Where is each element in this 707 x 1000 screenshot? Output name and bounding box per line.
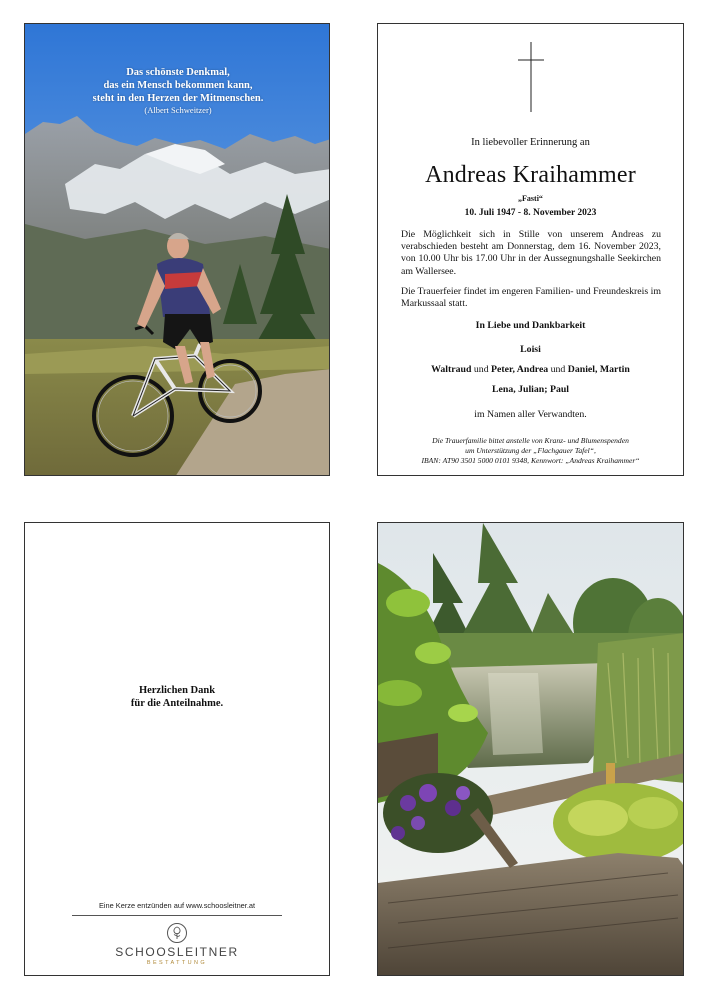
- intro-text: In liebevoller Erinnerung an: [471, 137, 590, 148]
- candle-link-text[interactable]: Eine Kerze entzünden auf www.schoosleitner.at: [98, 901, 256, 910]
- conjunction: und: [548, 364, 568, 375]
- relatives-line: im Namen aller Verwandten.: [474, 409, 587, 420]
- photo-panel-pond: [377, 522, 684, 976]
- life-dates: 10. Juli 1947 - 8. November 2023: [464, 208, 597, 218]
- family-name: Peter, Andrea: [491, 364, 549, 375]
- memorial-quote: [25, 66, 330, 116]
- rose-logo-icon: [166, 922, 188, 944]
- photo-panel-cyclist: [24, 23, 330, 476]
- quote-author: (Albert Schweitzer): [144, 105, 212, 115]
- thanks-line: Herzlichen Dank: [138, 685, 216, 696]
- family-line-grandchildren: Lena, Julian; Paul: [491, 384, 570, 395]
- deceased-name: Andreas Kraihammer: [425, 162, 636, 188]
- nickname: „Fasti“: [518, 194, 543, 203]
- donation-note: [378, 436, 683, 465]
- love-line: In Liebe und Dankbarkeit: [475, 320, 586, 331]
- donation-note-line: um Unterstützung der „Flachgauer Tafel“,: [465, 445, 596, 455]
- thanks-line: für die Anteilnahme.: [130, 698, 224, 709]
- family-name: Waltraud: [431, 364, 472, 375]
- cross-icon: [517, 42, 545, 112]
- obituary-text-panel: [377, 23, 684, 476]
- quote-line: steht in den Herzen der Mitmenschen.: [92, 93, 264, 104]
- logo-wordmark: SCHOOSLEITNER: [115, 945, 239, 959]
- farewell-paragraph: Die Möglichkeit sich in Stille von unserem Andreas zu verabschieden besteht am Donnerstag, dem 16. November 2023, von 10.00 Uhr bis 17.00 Uhr in der Aussegnungshalle Seekirchen am Wallersee.: [401, 229, 661, 277]
- donation-note-line: Die Trauerfamilie bittet anstelle von Kranz- und Blumenspenden: [432, 436, 629, 445]
- pond-garden-photo: [378, 523, 684, 976]
- divider: [72, 915, 282, 916]
- conjunction: und: [471, 364, 492, 375]
- quote-line: das ein Mensch bekommen kann,: [103, 80, 253, 91]
- logo-subtitle: BESTATTUNG: [146, 960, 208, 966]
- quote-line: Das schönste Denkmal,: [126, 67, 230, 78]
- thanks-message: [25, 684, 329, 710]
- mourner-main: Loisi: [520, 344, 541, 355]
- ceremony-paragraph: Die Trauerfeier findet im engeren Familien- und Freundeskreis im Markussaal statt.: [401, 286, 661, 310]
- donation-note-line: IBAN: AT90 3501 5000 0101 9348, Kennwort: „Andreas Kraihammer“: [421, 455, 640, 465]
- family-name: Daniel, Martin: [567, 364, 630, 375]
- thanks-panel: [24, 522, 330, 976]
- family-line: [378, 364, 683, 375]
